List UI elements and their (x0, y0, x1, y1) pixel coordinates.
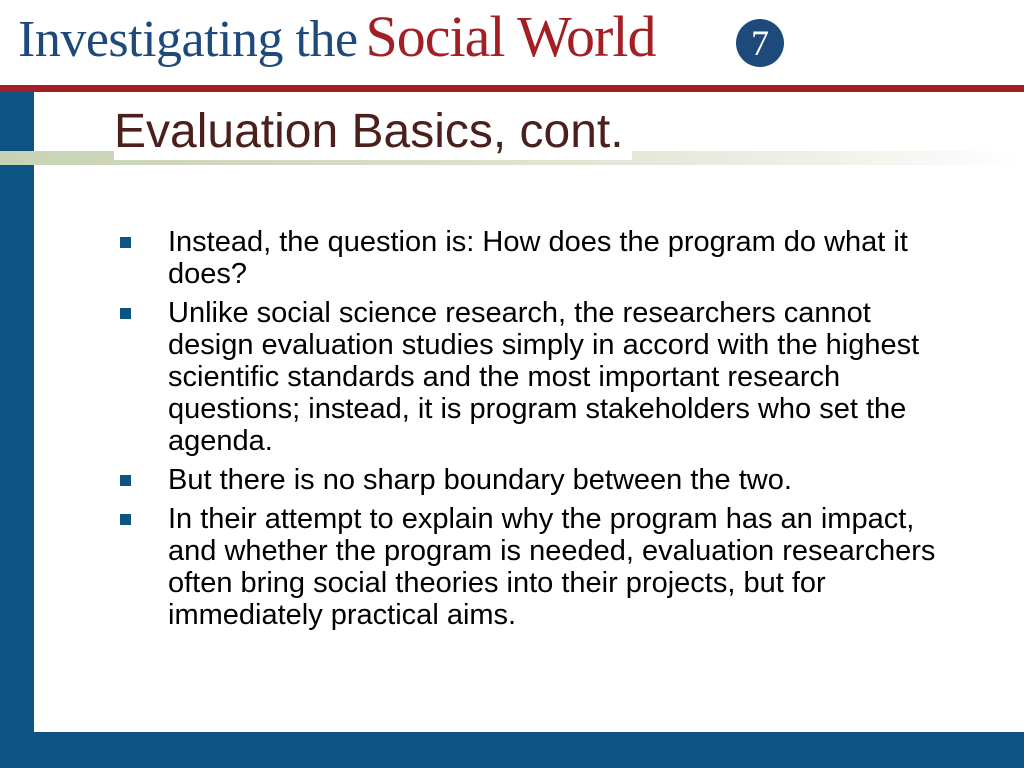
bullet-item (114, 297, 954, 457)
header-divider (0, 85, 1024, 92)
square-bullet-icon (120, 237, 131, 248)
bullet-item (114, 464, 954, 496)
book-title-part2: Social World (365, 4, 656, 69)
left-frame-bar (0, 92, 34, 732)
header-banner (0, 0, 1024, 88)
book-title-logo (18, 4, 656, 69)
bullet-text: Instead, the question is: How does the program do what it does? (168, 226, 908, 290)
book-title-part1: Investigating the (18, 11, 358, 68)
bullet-text: Unlike social science research, the researchers cannot design evaluation studies simply in accord with the highest scientific standards and the most important research questions; instead, it is program stakeholders who set the agenda. (168, 297, 920, 457)
bullet-item (114, 503, 954, 631)
bullet-item (114, 226, 954, 290)
bottom-frame-bar (0, 732, 1024, 768)
square-bullet-icon (120, 308, 131, 319)
slide-title: Evaluation Basics, cont. (114, 104, 632, 160)
bullet-text: But there is no sharp boundary between the two. (168, 464, 792, 496)
bullet-list (114, 226, 954, 638)
edition-badge: 7 (736, 19, 784, 67)
square-bullet-icon (120, 475, 131, 486)
bullet-text: In their attempt to explain why the program has an impact, and whether the program is needed, evaluation researchers often bring social theories into their projects, but for immediately practical aims. (168, 503, 936, 631)
square-bullet-icon (120, 514, 131, 525)
